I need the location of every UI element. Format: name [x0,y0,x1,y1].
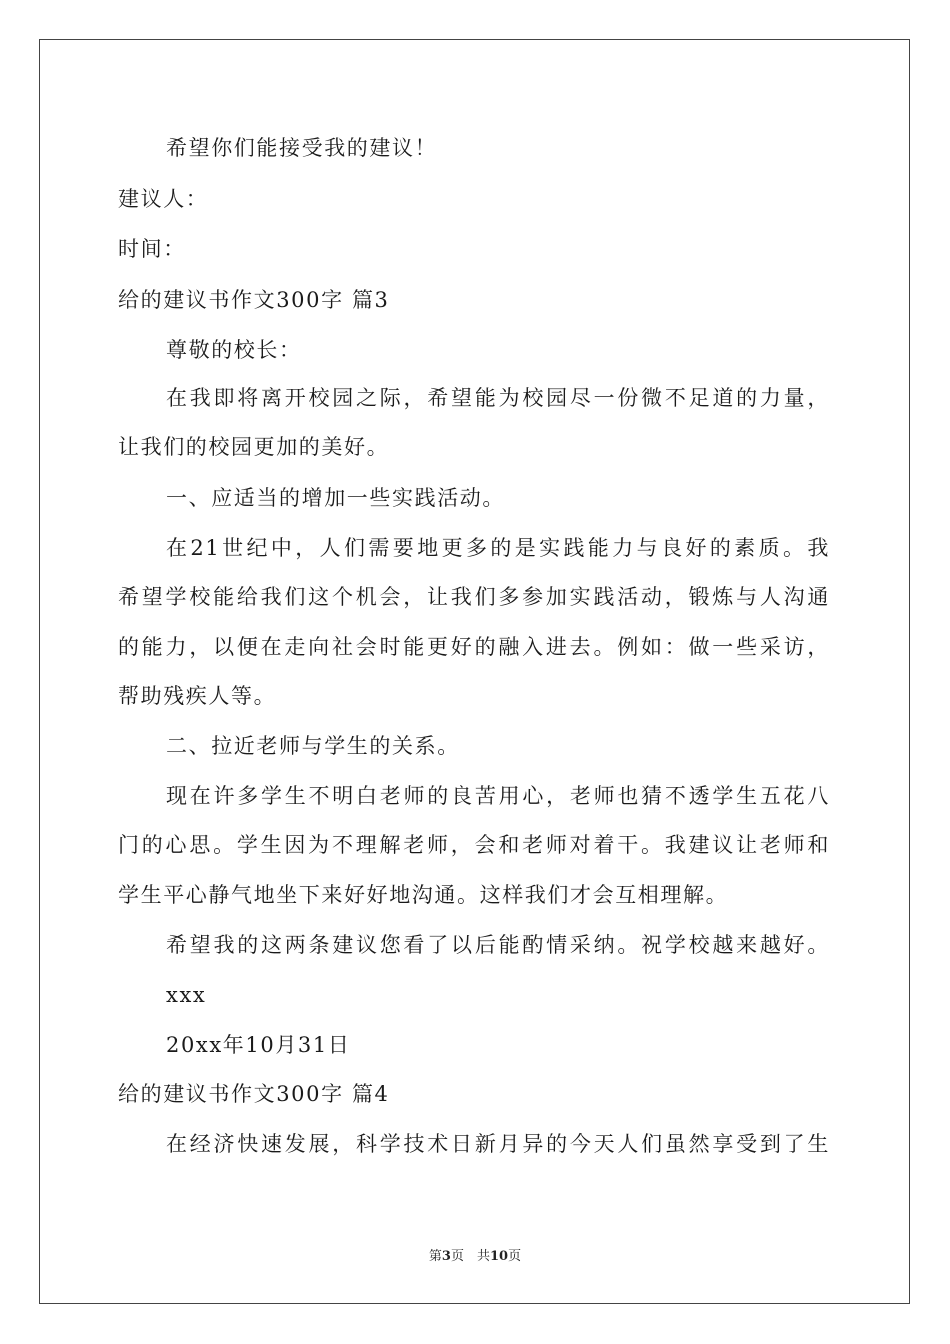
paragraph-line: 在经济快速发展，科学技术日新月异的今天人们虽然享受到了生 [166,1132,830,1156]
footer-mid: 页 共 [450,1249,490,1264]
signature-date: 20xx年10月31日 [166,1033,351,1057]
signature: xxx [166,983,207,1007]
page-border [39,39,910,1304]
salutation: 尊敬的校长： [166,338,302,362]
footer-suffix: 页 [508,1249,522,1264]
paragraph-line: 在我即将离开校园之际，希望能为校园尽一份微不足道的力量， [166,386,830,410]
section-heading-4: 给的建议书作文300字 篇4 [118,1082,390,1106]
date-label: 时间： [118,237,186,261]
total-page-number: 10 [489,1249,509,1264]
paragraph-line: 希望学校能给我们这个机会，让我们多参加实践活动，锻炼与人沟通 [118,585,830,609]
paragraph-closing-wish: 希望你们能接受我的建议！ [166,136,438,160]
paragraph-line: 在21世纪中，人们需要地更多的是实践能力与良好的素质。我 [166,536,830,560]
section-heading-3: 给的建议书作文300字 篇3 [118,288,390,312]
suggestion-heading-1: 一、应适当的增加一些实践活动。 [166,486,505,510]
paragraph-line: 希望我的这两条建议您看了以后能酌情采纳。祝学校越来越好。 [166,933,830,957]
signer-label: 建议人： [118,187,209,211]
paragraph-line: 门的心思。学生因为不理解老师，会和老师对着干。我建议让老师和 [118,833,830,857]
suggestion-heading-2: 二、拉近老师与学生的关系。 [166,734,460,758]
paragraph-line: 现在许多学生不明白老师的良苦用心，老师也猜不透学生五花八 [166,784,830,808]
paragraph-line: 帮助残疾人等。 [118,684,277,708]
current-page-number: 3 [441,1249,451,1264]
page-footer [0,1245,950,1264]
paragraph-line: 的能力，以便在走向社会时能更好的融入进去。例如：做一些采访， [118,635,830,659]
paragraph-line: 学生平心静气地坐下来好好地沟通。这样我们才会互相理解。 [118,883,729,907]
footer-prefix: 第 [428,1249,442,1264]
paragraph-line: 让我们的校园更加的美好。 [118,435,390,459]
